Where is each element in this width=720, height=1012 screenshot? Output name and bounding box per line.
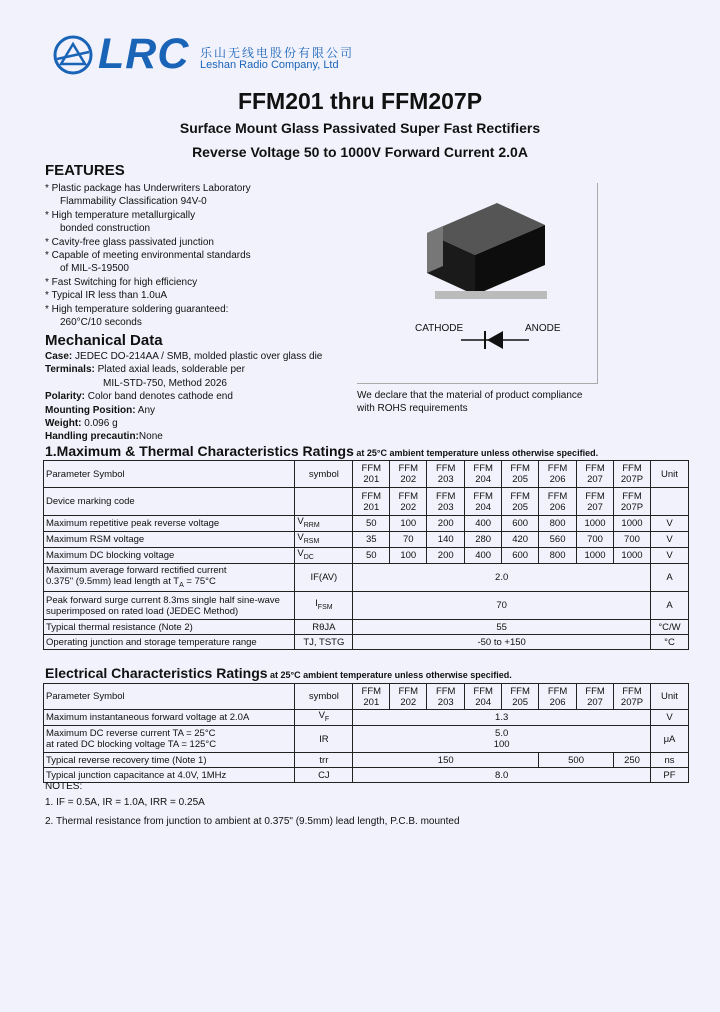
anode-label: ANODE xyxy=(525,323,561,334)
part-header: FFM 204 xyxy=(465,461,502,488)
header-unit: Unit xyxy=(650,461,688,488)
case-label: Case: xyxy=(45,351,73,362)
diode-symbol-icon xyxy=(487,331,503,349)
section2-note: at 25°C ambient temperature unless otherwise specified. xyxy=(267,670,512,680)
feature-line: of MIL-S-19500 xyxy=(60,263,129,275)
table-row: Maximum RSM voltage $V_{RSM}$ 35 70 140 280 420 560 700 700 V xyxy=(44,532,689,548)
feature-line: * Plastic package has Underwriters Laboratory xyxy=(45,183,251,194)
section1-title: 1.Maximum & Thermal Characteristics Ratings xyxy=(45,443,354,459)
feature-line: * High temperature soldering guaranteed: xyxy=(45,303,229,315)
document-title: FFM201 thru FFM207P xyxy=(237,88,483,114)
table-header-row: Parameter Symbol symbol FFM 201 FFM 202 FFM 203 FFM 204 FFM 205 FFM 206 FFM 207 FFM 207P Unit xyxy=(44,684,689,710)
marking-label: Device marking code xyxy=(44,488,295,516)
max-ratings-table xyxy=(43,460,689,650)
feature-line: * Fast Switching for high efficiency xyxy=(45,276,198,288)
table-header-row xyxy=(44,461,689,488)
table-row: Maximum instantaneous forward voltage at 2.0A $V_F$ 1.3 V xyxy=(44,710,689,726)
mounting-value: Any xyxy=(135,404,156,416)
feature-line: bonded construction xyxy=(60,223,151,235)
table-row: Peak forward surge current 8.3ms single half sine-wave superimposed on rated load (JEDEC Method) $I_{FSM}$ 70 A xyxy=(44,592,689,620)
handling-value: None xyxy=(138,431,163,443)
table-row: Typical junction capacitance at 4.0V, 1MHz CJ 8.0 PF xyxy=(44,768,689,783)
mounting-label: Mounting Position: xyxy=(45,404,136,416)
case-value: JEDEC DO-214AA / SMB, molded plastic over glass die xyxy=(72,351,323,362)
handling-label: Handling precautin: xyxy=(45,431,139,443)
feature-line: * Typical IR less than 1.0uA xyxy=(45,290,168,302)
part-header: FFM 207P xyxy=(614,461,651,488)
subtitle-2: Reverse Voltage 50 to 1000V Forward Current 2.0A xyxy=(192,144,528,160)
cathode-label: CATHODE xyxy=(415,323,464,334)
feature-line: * Cavity-free glass passivated junction xyxy=(45,236,214,248)
header-symbol: symbol xyxy=(295,461,353,488)
table-row: Typical reverse recovery time (Note 1) trr 150 500 250 ns xyxy=(44,753,689,768)
feature-line: * High temperature metallurgically xyxy=(45,209,196,221)
polarity-value: Color band denotes cathode end xyxy=(85,391,233,403)
company-name-en: Leshan Radio Company, Ltd xyxy=(200,59,339,71)
feature-line: Flammability Classification 94V-0 xyxy=(60,196,207,208)
notes xyxy=(45,779,460,830)
rohs-line-1: We declare that the material of product compliance xyxy=(357,390,583,401)
part-header: FFM 201 xyxy=(353,461,390,488)
rohs-line-2: with ROHS requirements xyxy=(357,403,468,415)
header-param: Parameter Symbol xyxy=(44,461,295,488)
terminals-value: Plated axial leads, solderable per xyxy=(94,364,245,376)
table-row: Maximum repetitive peak reverse voltage $V_{RRM}$ 50 100 200 400 600 800 1000 1000 V xyxy=(44,516,689,532)
section2-title: Electrical Characteristics Ratings xyxy=(45,665,268,681)
polarity-label: Polarity: xyxy=(45,391,86,403)
section1-note: at 25°C ambient temperature unless otherwise specified. xyxy=(353,448,599,458)
table-row: Device marking code FFM 201 FFM 202 FFM 203 FFM 204 FFM 205 FFM 206 FFM 207 FFM 207P xyxy=(44,488,689,516)
mechanical-data xyxy=(45,350,322,444)
table-row: Typical thermal resistance (Note 2) RθJA 55 °C/W xyxy=(44,620,689,635)
section2-heading xyxy=(45,665,512,681)
features-list xyxy=(45,182,251,329)
package-image-box xyxy=(357,183,598,384)
logo-text: LRC xyxy=(98,30,190,78)
part-header: FFM 203 xyxy=(427,461,465,488)
package-illustration xyxy=(357,183,597,383)
feature-line: 260°C/10 seconds xyxy=(60,317,142,329)
section1-heading xyxy=(45,443,598,459)
company-name-cn: 乐山无线电股份有限公司 xyxy=(200,46,355,60)
weight-value: 0.096 g xyxy=(81,418,118,430)
features-heading: FEATURES xyxy=(45,162,125,179)
table-row: Operating junction and storage temperature range TJ, TSTG -50 to +150 °C xyxy=(44,635,689,650)
company-logo-icon xyxy=(53,35,93,75)
part-header: FFM 206 xyxy=(539,461,577,488)
feature-line: * Capable of meeting environmental standards xyxy=(45,250,251,262)
notes-heading: NOTES: xyxy=(45,781,83,792)
terminals-value-2: MIL-STD-750, Method 2026 xyxy=(103,377,227,389)
rohs-statement xyxy=(357,389,583,416)
note-1: 1. IF = 0.5A, IR = 1.0A, IRR = 0.25A xyxy=(45,797,205,808)
table-row: Maximum DC reverse current TA = 25°C at rated DC blocking voltage TA = 125°C IR 5.0 100 μA xyxy=(44,726,689,753)
mechanical-heading: Mechanical Data xyxy=(45,332,163,349)
terminals-label: Terminals: xyxy=(45,364,95,376)
note-2: 2. Thermal resistance from junction to ambient at 0.375" (9.5mm) lead length, P.C.B. mounted xyxy=(45,816,460,827)
electrical-table xyxy=(43,683,689,783)
weight-label: Weight: xyxy=(45,418,82,430)
part-header: FFM 202 xyxy=(390,461,427,488)
table-row: Maximum average forward rectified current 0.375" (9.5mm) lead length at $T_A = 75^\circ C$ IF(AV) 2.0 A xyxy=(44,564,689,592)
part-header: FFM 207 xyxy=(577,461,614,488)
table-row: Maximum DC blocking voltage $V_{DC}$ 50 100 200 400 600 800 1000 1000 V xyxy=(44,548,689,564)
subtitle-1: Surface Mount Glass Passivated Super Fast Rectifiers xyxy=(179,120,541,136)
part-header: FFM 205 xyxy=(502,461,539,488)
